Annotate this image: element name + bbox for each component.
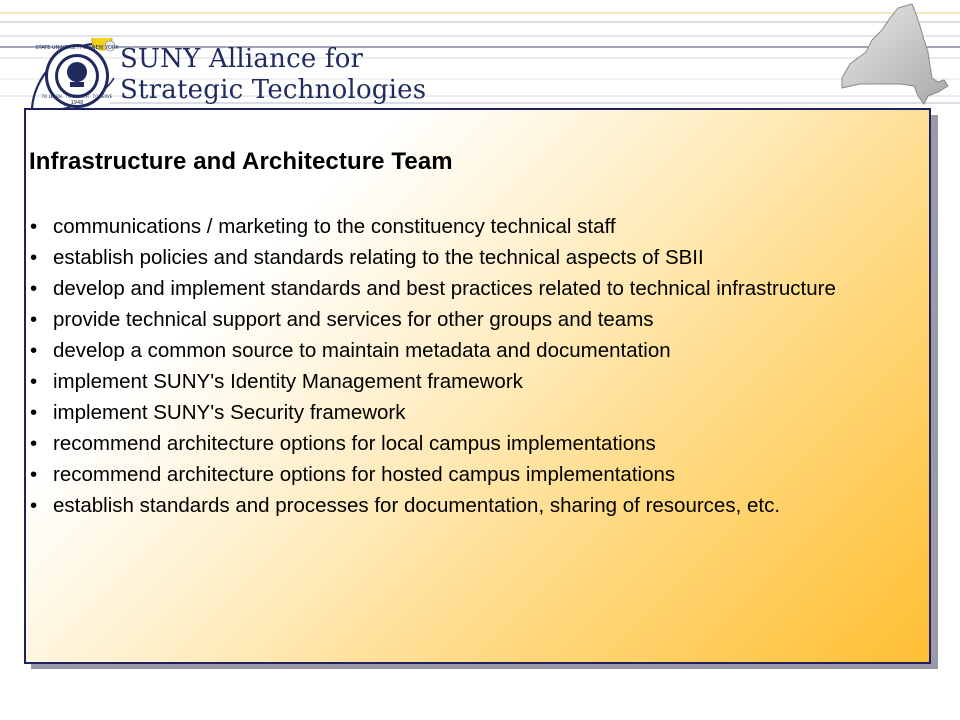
bullet-item: • develop and implement standards and best practices related to technical infrastructure — [29, 273, 924, 304]
seal-ring-text: STATE UNIVERSITY OF NEW YORK — [35, 45, 119, 51]
bullet-item: • implement SUNY's Security framework — [29, 397, 924, 428]
bullet-item: • implement SUNY's Identity Management framework — [29, 366, 924, 397]
content-panel — [24, 108, 931, 664]
slide-title: Infrastructure and Architecture Team — [29, 148, 453, 175]
bullet-item: • establish policies and standards relating to the technical aspects of SBII — [29, 242, 924, 273]
bullet-item: • recommend architecture options for local campus implementations — [29, 428, 924, 459]
new-york-state-map-icon — [820, 0, 960, 108]
brand-line-1: SUNY Alliance for — [120, 44, 364, 74]
university-seal-icon — [30, 38, 125, 113]
brand-line-2: Strategic Technologies — [120, 75, 427, 105]
bullet-item: • develop a common source to maintain metadata and documentation — [29, 335, 924, 366]
seal-motto: TO LEARN · TO SEARCH · TO SERVE — [41, 94, 113, 99]
bullet-item: • provide technical support and services for other groups and teams — [29, 304, 924, 335]
bullet-item: • establish standards and processes for documentation, sharing of resources, etc. — [29, 490, 924, 521]
bullet-item: • recommend architecture options for hosted campus implementations — [29, 459, 924, 490]
seal-year: 1948 — [70, 100, 84, 106]
bullet-item: • communications / marketing to the constituency technical staff — [29, 211, 924, 242]
bullet-list — [29, 211, 924, 521]
brand-logo-text — [120, 44, 426, 106]
